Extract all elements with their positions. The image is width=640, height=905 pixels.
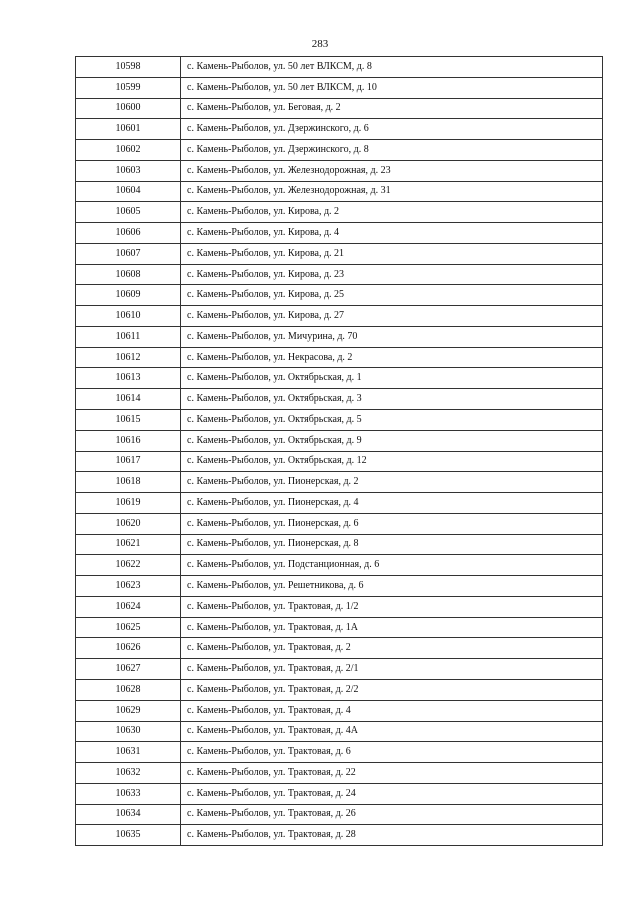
record-number: 10607 [76, 243, 181, 264]
record-number: 10618 [76, 472, 181, 493]
address-cell: с. Камень-Рыболов, ул. Трактовая, д. 1А [181, 617, 603, 638]
table-row [76, 410, 603, 431]
record-number: 10619 [76, 493, 181, 514]
record-number: 10611 [76, 326, 181, 347]
table-row [76, 285, 603, 306]
record-number: 10635 [76, 825, 181, 846]
address-cell: с. Камень-Рыболов, ул. Трактовая, д. 22 [181, 763, 603, 784]
record-number: 10609 [76, 285, 181, 306]
address-cell: с. Камень-Рыболов, ул. Железнодорожная, д. 31 [181, 181, 603, 202]
record-number: 10612 [76, 347, 181, 368]
page-number: 283 [311, 38, 329, 50]
table-row [76, 57, 603, 78]
table-row [76, 264, 603, 285]
address-table-body [76, 57, 603, 846]
table-row [76, 77, 603, 98]
record-number: 10601 [76, 119, 181, 140]
record-number: 10627 [76, 659, 181, 680]
address-cell: с. Камень-Рыболов, ул. Трактовая, д. 2/1 [181, 659, 603, 680]
address-cell: с. Камень-Рыболов, ул. Железнодорожная, д. 23 [181, 160, 603, 181]
table-row [76, 389, 603, 410]
address-cell: с. Камень-Рыболов, ул. Трактовая, д. 4 [181, 700, 603, 721]
address-cell: с. Камень-Рыболов, ул. Кирова, д. 27 [181, 306, 603, 327]
table-row [76, 700, 603, 721]
address-cell: с. Камень-Рыболов, ул. Трактовая, д. 2 [181, 638, 603, 659]
record-number: 10626 [76, 638, 181, 659]
address-cell: с. Камень-Рыболов, ул. Трактовая, д. 1/2 [181, 596, 603, 617]
record-number: 10617 [76, 451, 181, 472]
address-cell: с. Камень-Рыболов, ул. 50 лет ВЛКСМ, д. 8 [181, 57, 603, 78]
table-row [76, 347, 603, 368]
table-row [76, 679, 603, 700]
table-row [76, 140, 603, 161]
table-row [76, 596, 603, 617]
address-cell: с. Камень-Рыболов, ул. Трактовая, д. 24 [181, 783, 603, 804]
record-number: 10614 [76, 389, 181, 410]
address-cell: с. Камень-Рыболов, ул. Октябрьская, д. 12 [181, 451, 603, 472]
record-number: 10621 [76, 534, 181, 555]
address-cell: с. Камень-Рыболов, ул. 50 лет ВЛКСМ, д. 10 [181, 77, 603, 98]
record-number: 10600 [76, 98, 181, 119]
address-cell: с. Камень-Рыболов, ул. Октябрьская, д. 9 [181, 430, 603, 451]
address-cell: с. Камень-Рыболов, ул. Некрасова, д. 2 [181, 347, 603, 368]
table-row [76, 534, 603, 555]
address-cell: с. Камень-Рыболов, ул. Кирова, д. 21 [181, 243, 603, 264]
record-number: 10633 [76, 783, 181, 804]
record-number: 10605 [76, 202, 181, 223]
record-number: 10615 [76, 410, 181, 431]
record-number: 10598 [76, 57, 181, 78]
table-row [76, 98, 603, 119]
record-number: 10602 [76, 140, 181, 161]
address-cell: с. Камень-Рыболов, ул. Октябрьская, д. 3 [181, 389, 603, 410]
record-number: 10624 [76, 596, 181, 617]
table-row [76, 430, 603, 451]
table-row [76, 202, 603, 223]
table-row [76, 119, 603, 140]
table-row [76, 617, 603, 638]
record-number: 10625 [76, 617, 181, 638]
table-row [76, 804, 603, 825]
record-number: 10622 [76, 555, 181, 576]
table-row [76, 783, 603, 804]
record-number: 10608 [76, 264, 181, 285]
table-row [76, 513, 603, 534]
table-row [76, 368, 603, 389]
address-cell: с. Камень-Рыболов, ул. Подстанционная, д. 6 [181, 555, 603, 576]
table-row [76, 638, 603, 659]
table-row [76, 763, 603, 784]
record-number: 10620 [76, 513, 181, 534]
record-number: 10599 [76, 77, 181, 98]
address-cell: с. Камень-Рыболов, ул. Кирова, д. 2 [181, 202, 603, 223]
record-number: 10616 [76, 430, 181, 451]
table-row [76, 825, 603, 846]
address-cell: с. Камень-Рыболов, ул. Решетникова, д. 6 [181, 576, 603, 597]
table-row [76, 326, 603, 347]
table-row [76, 306, 603, 327]
table-row [76, 160, 603, 181]
table-row [76, 659, 603, 680]
table-row [76, 742, 603, 763]
table-row [76, 555, 603, 576]
address-cell: с. Камень-Рыболов, ул. Кирова, д. 4 [181, 223, 603, 244]
table-row [76, 451, 603, 472]
record-number: 10606 [76, 223, 181, 244]
table-row [76, 181, 603, 202]
address-cell: с. Камень-Рыболов, ул. Пионерская, д. 8 [181, 534, 603, 555]
record-number: 10628 [76, 679, 181, 700]
record-number: 10630 [76, 721, 181, 742]
table-row [76, 223, 603, 244]
address-cell: с. Камень-Рыболов, ул. Трактовая, д. 2/2 [181, 679, 603, 700]
record-number: 10604 [76, 181, 181, 202]
record-number: 10610 [76, 306, 181, 327]
address-cell: с. Камень-Рыболов, ул. Трактовая, д. 6 [181, 742, 603, 763]
address-cell: с. Камень-Рыболов, ул. Кирова, д. 25 [181, 285, 603, 306]
address-cell: с. Камень-Рыболов, ул. Трактовая, д. 26 [181, 804, 603, 825]
address-cell: с. Камень-Рыболов, ул. Дзержинского, д. 8 [181, 140, 603, 161]
table-row [76, 576, 603, 597]
address-cell: с. Камень-Рыболов, ул. Трактовая, д. 4А [181, 721, 603, 742]
record-number: 10631 [76, 742, 181, 763]
address-cell: с. Камень-Рыболов, ул. Октябрьская, д. 5 [181, 410, 603, 431]
address-cell: с. Камень-Рыболов, ул. Беговая, д. 2 [181, 98, 603, 119]
table-row [76, 493, 603, 514]
address-cell: с. Камень-Рыболов, ул. Мичурина, д. 70 [181, 326, 603, 347]
table-row [76, 472, 603, 493]
address-cell: с. Камень-Рыболов, ул. Пионерская, д. 2 [181, 472, 603, 493]
table-row [76, 243, 603, 264]
table-row [76, 721, 603, 742]
address-cell: с. Камень-Рыболов, ул. Кирова, д. 23 [181, 264, 603, 285]
record-number: 10634 [76, 804, 181, 825]
address-cell: с. Камень-Рыболов, ул. Дзержинского, д. 6 [181, 119, 603, 140]
record-number: 10603 [76, 160, 181, 181]
address-cell: с. Камень-Рыболов, ул. Трактовая, д. 28 [181, 825, 603, 846]
record-number: 10632 [76, 763, 181, 784]
address-cell: с. Камень-Рыболов, ул. Октябрьская, д. 1 [181, 368, 603, 389]
address-table [75, 56, 603, 846]
record-number: 10623 [76, 576, 181, 597]
address-cell: с. Камень-Рыболов, ул. Пионерская, д. 6 [181, 513, 603, 534]
record-number: 10629 [76, 700, 181, 721]
address-cell: с. Камень-Рыболов, ул. Пионерская, д. 4 [181, 493, 603, 514]
record-number: 10613 [76, 368, 181, 389]
